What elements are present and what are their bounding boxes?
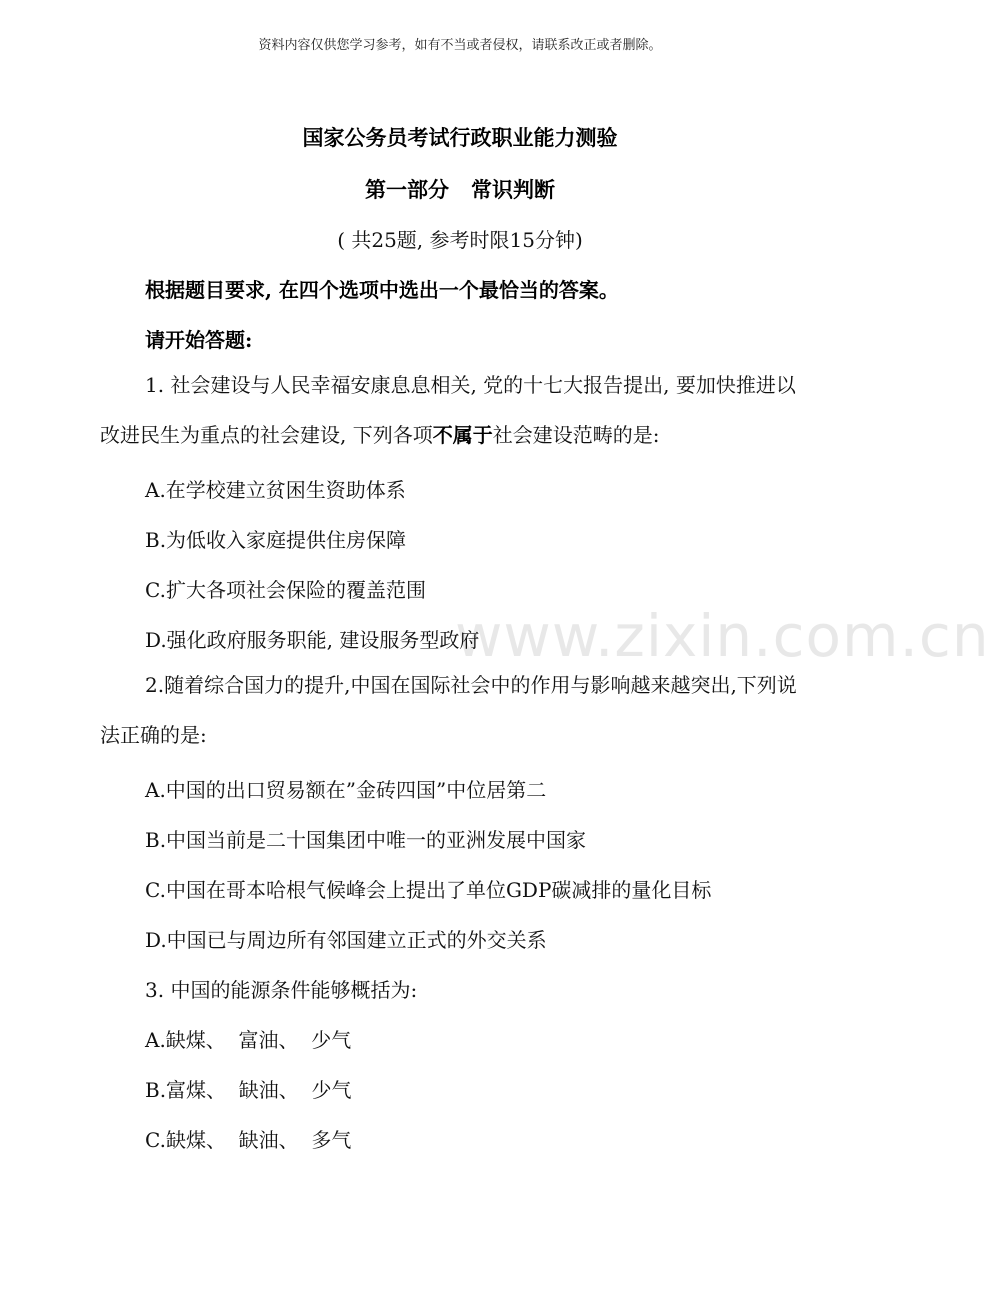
- instruction-text: 根据题目要求, 在四个选项中选出一个最恰当的答案。: [145, 278, 619, 302]
- question-3-option-b: B.富煤、 缺油、 少气: [145, 1078, 352, 1102]
- question-1-option-b: B.为低收入家庭提供住房保障: [145, 528, 407, 552]
- start-prompt: 请开始答题:: [145, 328, 253, 352]
- question-2-option-a: A.中国的出口贸易额在”金砖四国”中位居第二: [145, 778, 547, 802]
- question-1-stem-emphasis: 不属于: [432, 423, 493, 447]
- question-1-stem: [100, 360, 815, 460]
- question-3-option-a: A.缺煤、 富油、 少气: [145, 1028, 352, 1052]
- question-3-option-c: C.缺煤、 缺油、 多气: [145, 1128, 352, 1152]
- document-title: 国家公务员考试行政职业能力测验: [302, 125, 618, 150]
- question-3-stem: 3. 中国的能源条件能够概括为:: [145, 978, 418, 1002]
- question-1-option-d: D.强化政府服务职能, 建设服务型政府: [145, 628, 480, 652]
- question-1-option-a: A.在学校建立贫困生资助体系: [145, 478, 406, 502]
- question-1-stem-tail: 社会建设范畴的是:: [492, 423, 660, 447]
- watermark-text: www.zixin.com.cn: [455, 602, 990, 670]
- copyright-notice: 资料内容仅供您学习参考，如有不当或者侵权，请联系改正或者删除。: [258, 38, 662, 53]
- question-2-option-d: D.中国已与周边所有邻国建立正式的外交关系: [145, 928, 547, 952]
- time-note: ( 共25题, 参考时限15分钟): [337, 228, 583, 252]
- question-1-option-c: C.扩大各项社会保险的覆盖范围: [145, 578, 426, 602]
- question-1-stem-text: 1. 社会建设与人民幸福安康息息相关, 党的十七大报告提出, 要加快推进以改进民生为重点的社会建设, 下列各项: [100, 373, 796, 447]
- question-2-option-c: C.中国在哥本哈根气候峰会上提出了单位GDP碳减排的量化目标: [145, 878, 712, 902]
- question-2-stem: 2.随着综合国力的提升,中国在国际社会中的作用与影响越来越突出,下列说法正确的是:: [100, 673, 797, 747]
- section-title: 第一部分 常识判断: [365, 177, 555, 202]
- question-2-option-b: B.中国当前是二十国集团中唯一的亚洲发展中国家: [145, 828, 587, 852]
